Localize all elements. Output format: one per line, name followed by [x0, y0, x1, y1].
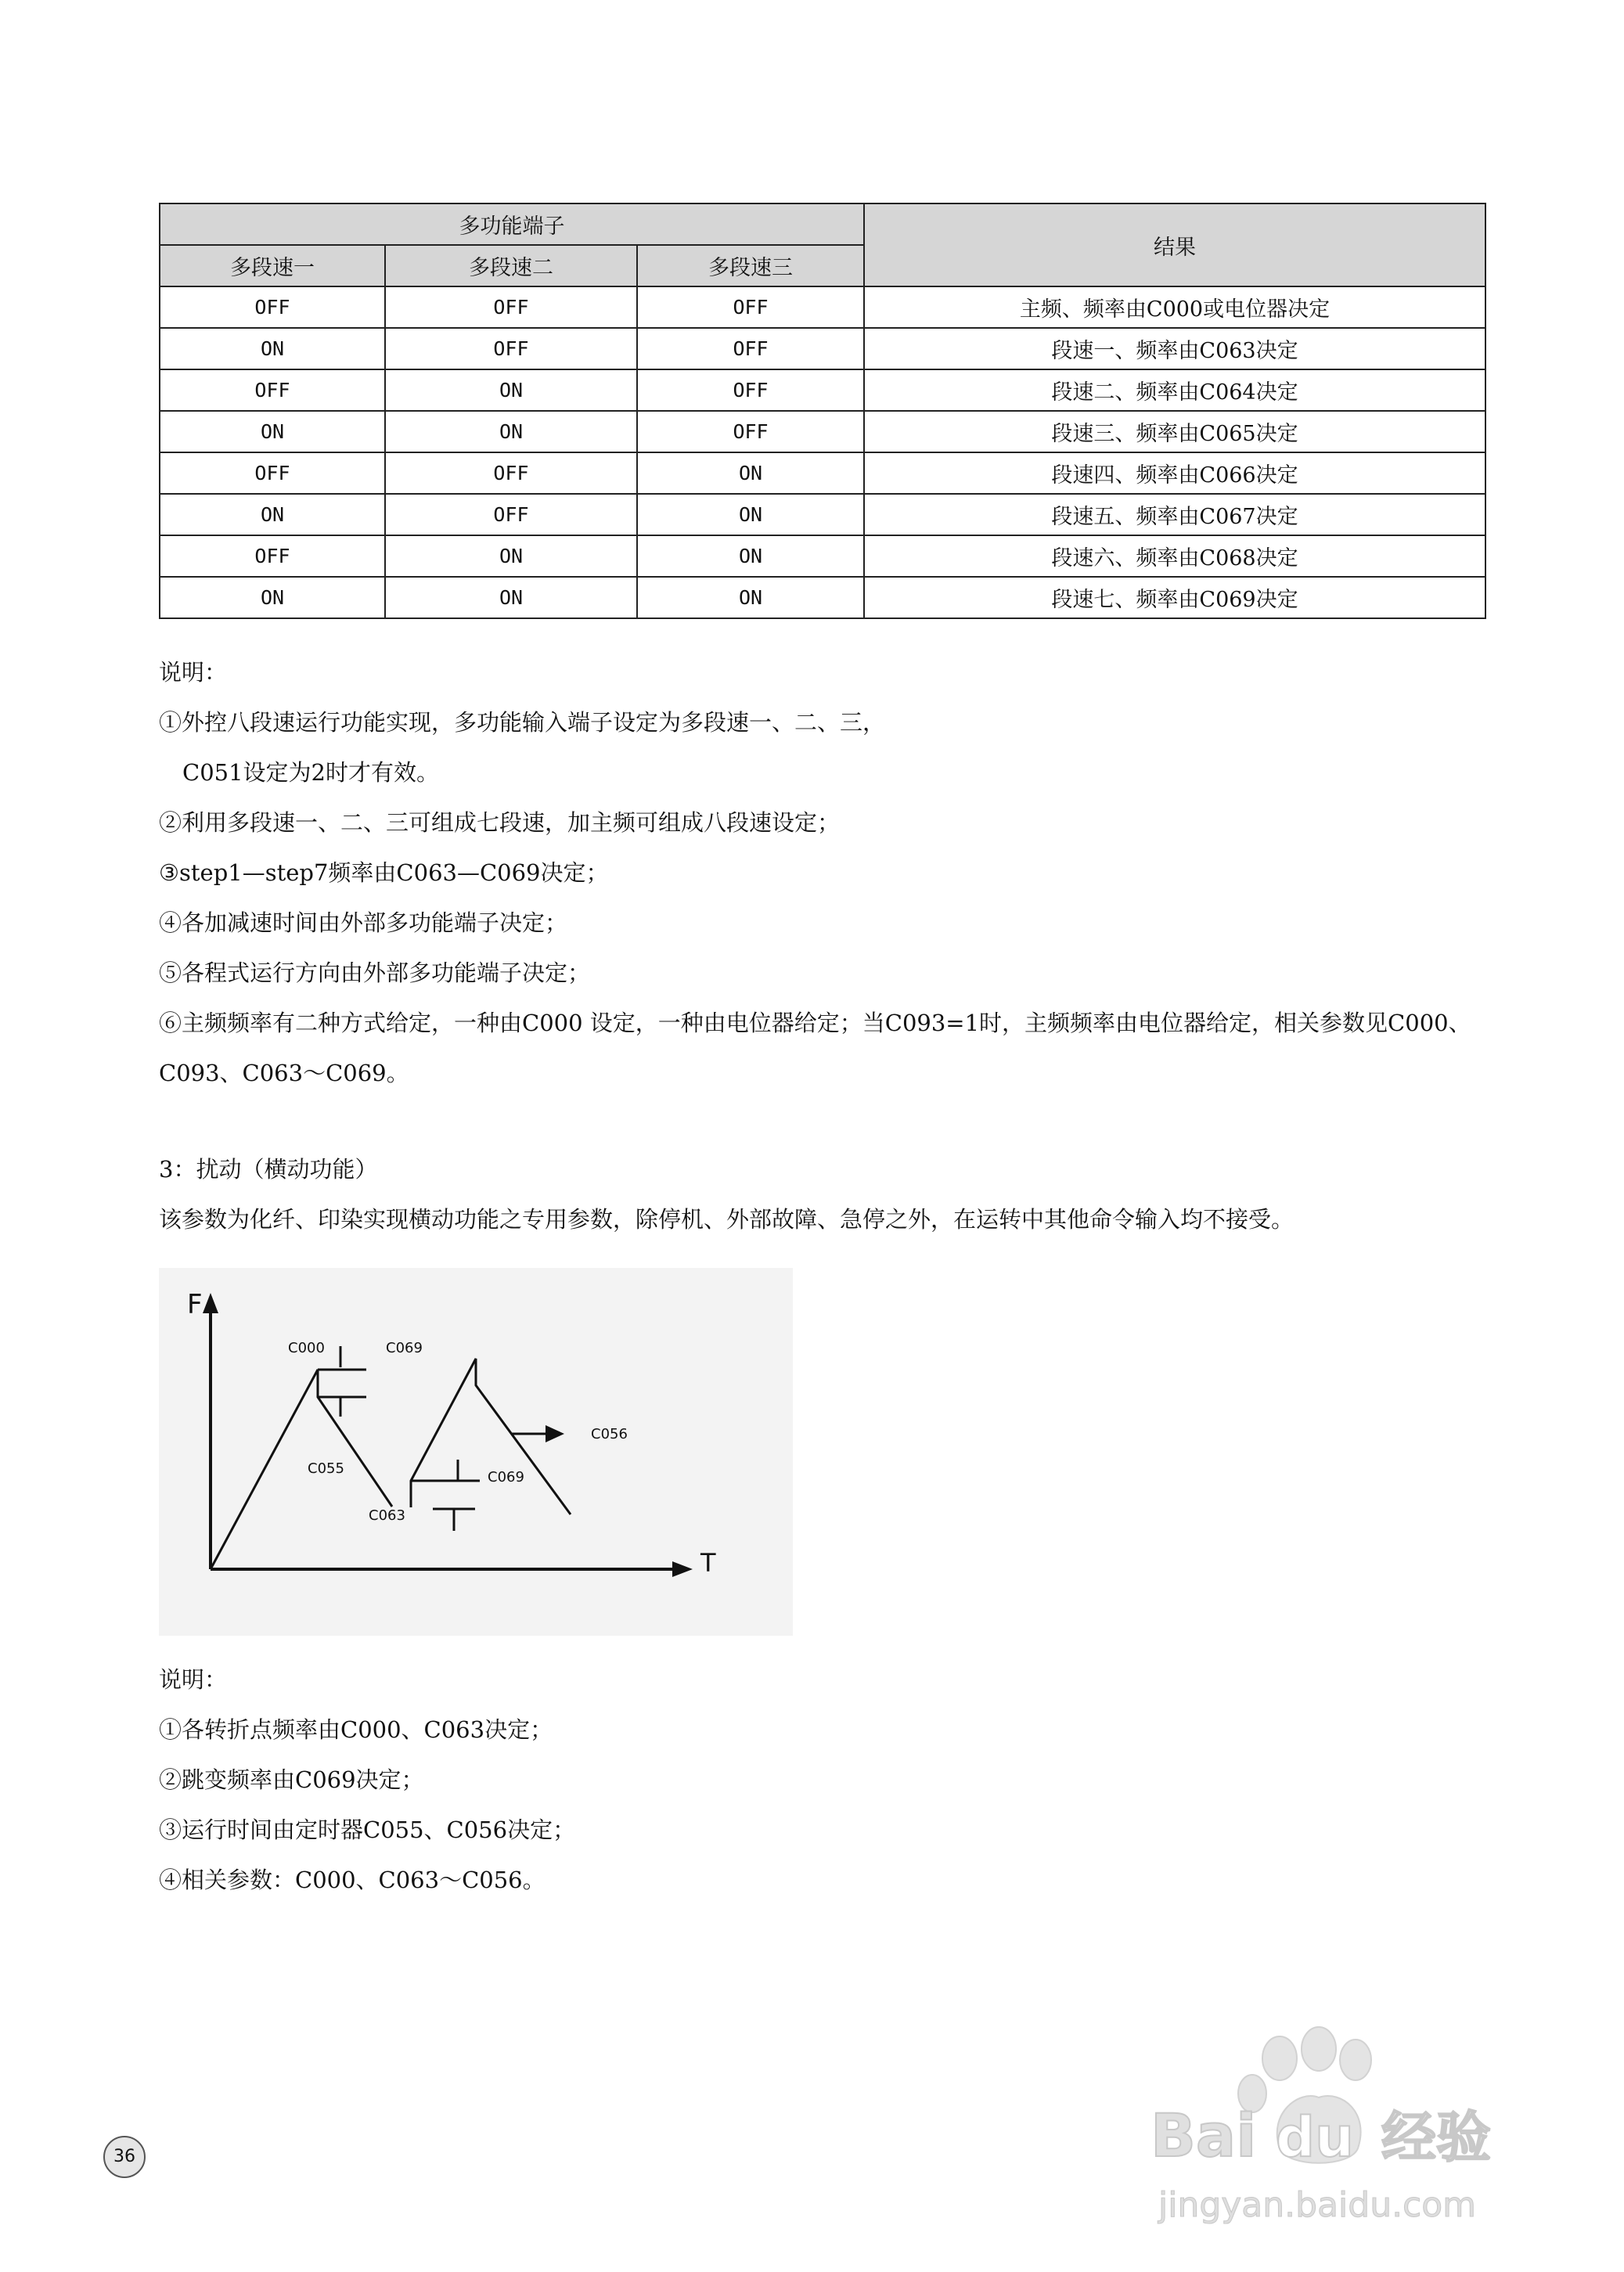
section-heading: 3：扰动（横动功能）	[159, 1156, 378, 1183]
table-row	[160, 494, 1485, 535]
notes-title: 说明：	[159, 659, 228, 686]
note-item: ③step1—step7频率由C063—C069决定；	[159, 859, 609, 886]
note-item: ②利用多段速一、二、三可组成七段速，加主频可组成八段速设定；	[159, 809, 841, 836]
cell-result: 段速三、频率由C065决定	[864, 411, 1485, 452]
cell-speed-2: OFF	[385, 452, 637, 494]
table-row	[160, 535, 1485, 577]
section-traverse	[159, 1144, 1294, 1244]
cell-speed-3: ON	[637, 494, 864, 535]
table-header-row	[160, 203, 1485, 245]
cell-speed-2: ON	[385, 369, 637, 411]
cell-speed-3: ON	[637, 452, 864, 494]
watermark-url: jingyan.baidu.com	[1158, 2185, 1477, 2225]
note-item: ④各加减速时间由外部多功能端子决定；	[159, 909, 568, 936]
cell-speed-2: OFF	[385, 328, 637, 369]
subheader-speed-2: 多段速二	[385, 245, 637, 286]
traverse-waveform	[211, 1370, 392, 1569]
cell-speed-3: OFF	[637, 328, 864, 369]
cell-speed-2: ON	[385, 411, 637, 452]
label-c069-top: C069	[386, 1340, 423, 1356]
table-row	[160, 411, 1485, 452]
traverse-diagram	[159, 1268, 793, 1636]
table-row	[160, 452, 1485, 494]
page-number: 36	[103, 2136, 146, 2178]
cell-speed-1: OFF	[160, 369, 385, 411]
cell-speed-1: OFF	[160, 535, 385, 577]
table-row	[160, 369, 1485, 411]
x-axis-label: T	[700, 1548, 716, 1578]
note-item: ⑥主频频率有二种方式给定，一种由C000 设定，一种由电位器给定；当C093=1时，主频频率由电位器给定，相关参数见C000、C093、C063～C069。	[159, 1010, 1471, 1086]
label-c000: C000	[288, 1340, 325, 1356]
cell-speed-1: ON	[160, 411, 385, 452]
notes-block-2	[159, 1654, 575, 1905]
watermark-brand-2: du	[1276, 2105, 1354, 2169]
table-row	[160, 577, 1485, 618]
cell-speed-1: ON	[160, 494, 385, 535]
note-item: ⑤各程式运行方向由外部多功能端子决定；	[159, 960, 591, 986]
cell-speed-1: ON	[160, 328, 385, 369]
cell-result: 段速七、频率由C069决定	[864, 577, 1485, 618]
cell-speed-2: OFF	[385, 286, 637, 328]
note-item: ④相关参数：C000、C063～C056。	[159, 1867, 546, 1893]
subheader-speed-3: 多段速三	[637, 245, 864, 286]
group-header: 多功能端子	[160, 203, 864, 245]
label-c056: C056	[591, 1426, 628, 1442]
result-header: 结果	[864, 203, 1485, 286]
notes-title: 说明：	[159, 1666, 228, 1693]
cell-speed-1: OFF	[160, 452, 385, 494]
cell-speed-2: ON	[385, 535, 637, 577]
note-item: ③运行时间由定时器C055、C056决定；	[159, 1817, 576, 1843]
cell-speed-1: OFF	[160, 286, 385, 328]
baidu-watermark	[1143, 2011, 1534, 2254]
cell-speed-3: OFF	[637, 286, 864, 328]
cell-result: 段速四、频率由C066决定	[864, 452, 1485, 494]
y-axis-arrow-icon	[203, 1293, 218, 1313]
cell-speed-3: ON	[637, 535, 864, 577]
note-item: ①各转折点频率由C000、C063决定；	[159, 1716, 553, 1743]
note-item: ①外控八段速运行功能实现，多功能输入端子设定为多段速一、二、三，	[159, 709, 886, 736]
cell-speed-2: OFF	[385, 494, 637, 535]
cell-result: 段速一、频率由C063决定	[864, 328, 1485, 369]
multi-speed-table	[159, 203, 1486, 619]
table-row	[160, 328, 1485, 369]
note-item: C051设定为2时才有效。	[182, 759, 439, 786]
x-axis-arrow-icon	[672, 1561, 693, 1577]
cell-result: 段速二、频率由C064决定	[864, 369, 1485, 411]
cell-result: 段速五、频率由C067决定	[864, 494, 1485, 535]
subheader-speed-1: 多段速一	[160, 245, 385, 286]
cell-result: 段速六、频率由C068决定	[864, 535, 1485, 577]
cell-speed-2: ON	[385, 577, 637, 618]
cell-speed-3: ON	[637, 577, 864, 618]
arrow-right-icon	[546, 1425, 564, 1442]
section-description: 该参数为化纤、印染实现横动功能之专用参数，除停机、外部故障、急停之外，在运转中其他命令输入均不接受。	[159, 1206, 1295, 1233]
notes-block-1	[159, 647, 1485, 1098]
y-axis-label: F	[187, 1289, 203, 1320]
label-c069-mid: C069	[488, 1469, 524, 1485]
label-c055: C055	[308, 1460, 344, 1477]
cell-result: 主频、频率由C000或电位器决定	[864, 286, 1485, 328]
watermark-cn: 经验	[1381, 2105, 1491, 2169]
note-item: ②跳变频率由C069决定；	[159, 1766, 424, 1793]
table-row	[160, 286, 1485, 328]
label-c063: C063	[369, 1507, 405, 1524]
cell-speed-3: OFF	[637, 369, 864, 411]
cell-speed-1: ON	[160, 577, 385, 618]
cell-speed-3: OFF	[637, 411, 864, 452]
watermark-brand: Bai	[1150, 2101, 1257, 2170]
